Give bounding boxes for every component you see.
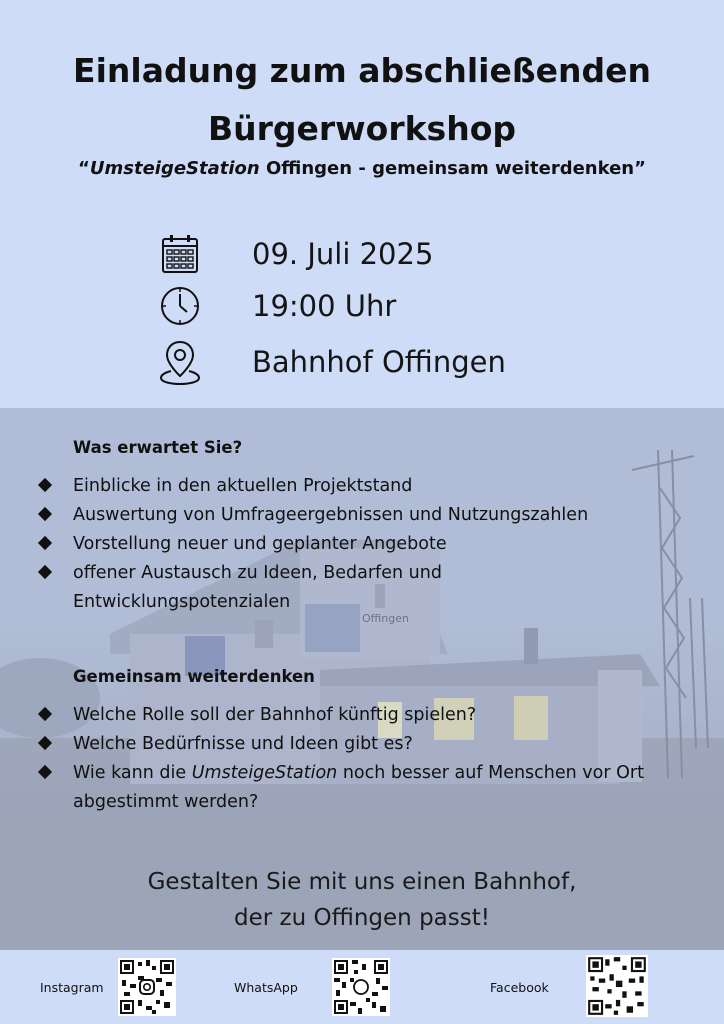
instagram-qr-code[interactable] (118, 958, 176, 1016)
facebook-qr-code[interactable] (586, 955, 648, 1017)
diamond-bullet-icon (38, 736, 52, 750)
list-item-text: Einblicke in den aktuellen Projektstand (73, 476, 413, 496)
page-title (0, 42, 724, 158)
think-heading: Gemeinsam weiterdenken (73, 667, 315, 686)
footer (0, 950, 724, 1024)
diamond-bullet-icon (38, 707, 52, 721)
subtitle-rest: Offingen - gemeinsam weiterdenken” (259, 158, 646, 179)
list-item-text-italic: UmsteigeStation (191, 763, 338, 783)
photo-content-overlay (0, 408, 724, 950)
subtitle-quote: “ (78, 158, 90, 179)
event-location: Bahnhof Offingen (252, 345, 506, 379)
clock-icon (158, 284, 202, 328)
diamond-bullet-icon (38, 507, 52, 521)
whatsapp-label: WhatsApp (234, 980, 298, 995)
list-item-text: offener Austausch zu Ideen, Bedarfen und Entwicklungspotenzialen (73, 563, 442, 612)
list-item-text (73, 759, 653, 817)
time-row (158, 281, 397, 331)
subtitle (0, 158, 724, 179)
list-item-text: Welche Bedürfnisse und Ideen gibt es? (73, 734, 413, 754)
list-item-text: Vorstellung neuer und geplanter Angebote (73, 534, 447, 554)
diamond-bullet-icon (38, 765, 52, 779)
subtitle-italic: UmsteigeStation (89, 158, 260, 179)
location-row (158, 337, 506, 387)
list-item-text: Auswertung von Umfrageergebnissen und Nutzungszahlen (73, 505, 589, 525)
station-photo-section (0, 408, 724, 950)
map-pin-icon (158, 340, 202, 384)
diamond-bullet-icon (38, 478, 52, 492)
expect-heading: Was erwartet Sie? (73, 438, 243, 457)
list-item-text: Welche Rolle soll der Bahnhof künftig spielen? (73, 705, 477, 725)
station-sign: Offingen (362, 612, 409, 625)
event-date: 09. Juli 2025 (252, 237, 434, 271)
diamond-bullet-icon (38, 536, 52, 550)
date-row (158, 229, 434, 279)
whatsapp-qr-code[interactable] (332, 958, 390, 1016)
facebook-label: Facebook (490, 980, 549, 995)
title-line-1: Einladung zum abschließenden (73, 51, 651, 90)
calendar-icon (158, 232, 202, 276)
header-section (0, 0, 724, 408)
list-item-text-part: noch besser auf Menschen vor Ort abgestimmt werden? (73, 763, 644, 812)
closing-line-2: der zu Offingen passt! (234, 905, 490, 931)
closing-line-1: Gestalten Sie mit uns einen Bahnhof, (147, 869, 577, 895)
title-line-2: Bürgerworkshop (207, 109, 516, 148)
event-time: 19:00 Uhr (252, 289, 397, 323)
diamond-bullet-icon (38, 565, 52, 579)
instagram-label: Instagram (40, 980, 104, 995)
list-item-text-part: Wie kann die (73, 763, 192, 783)
